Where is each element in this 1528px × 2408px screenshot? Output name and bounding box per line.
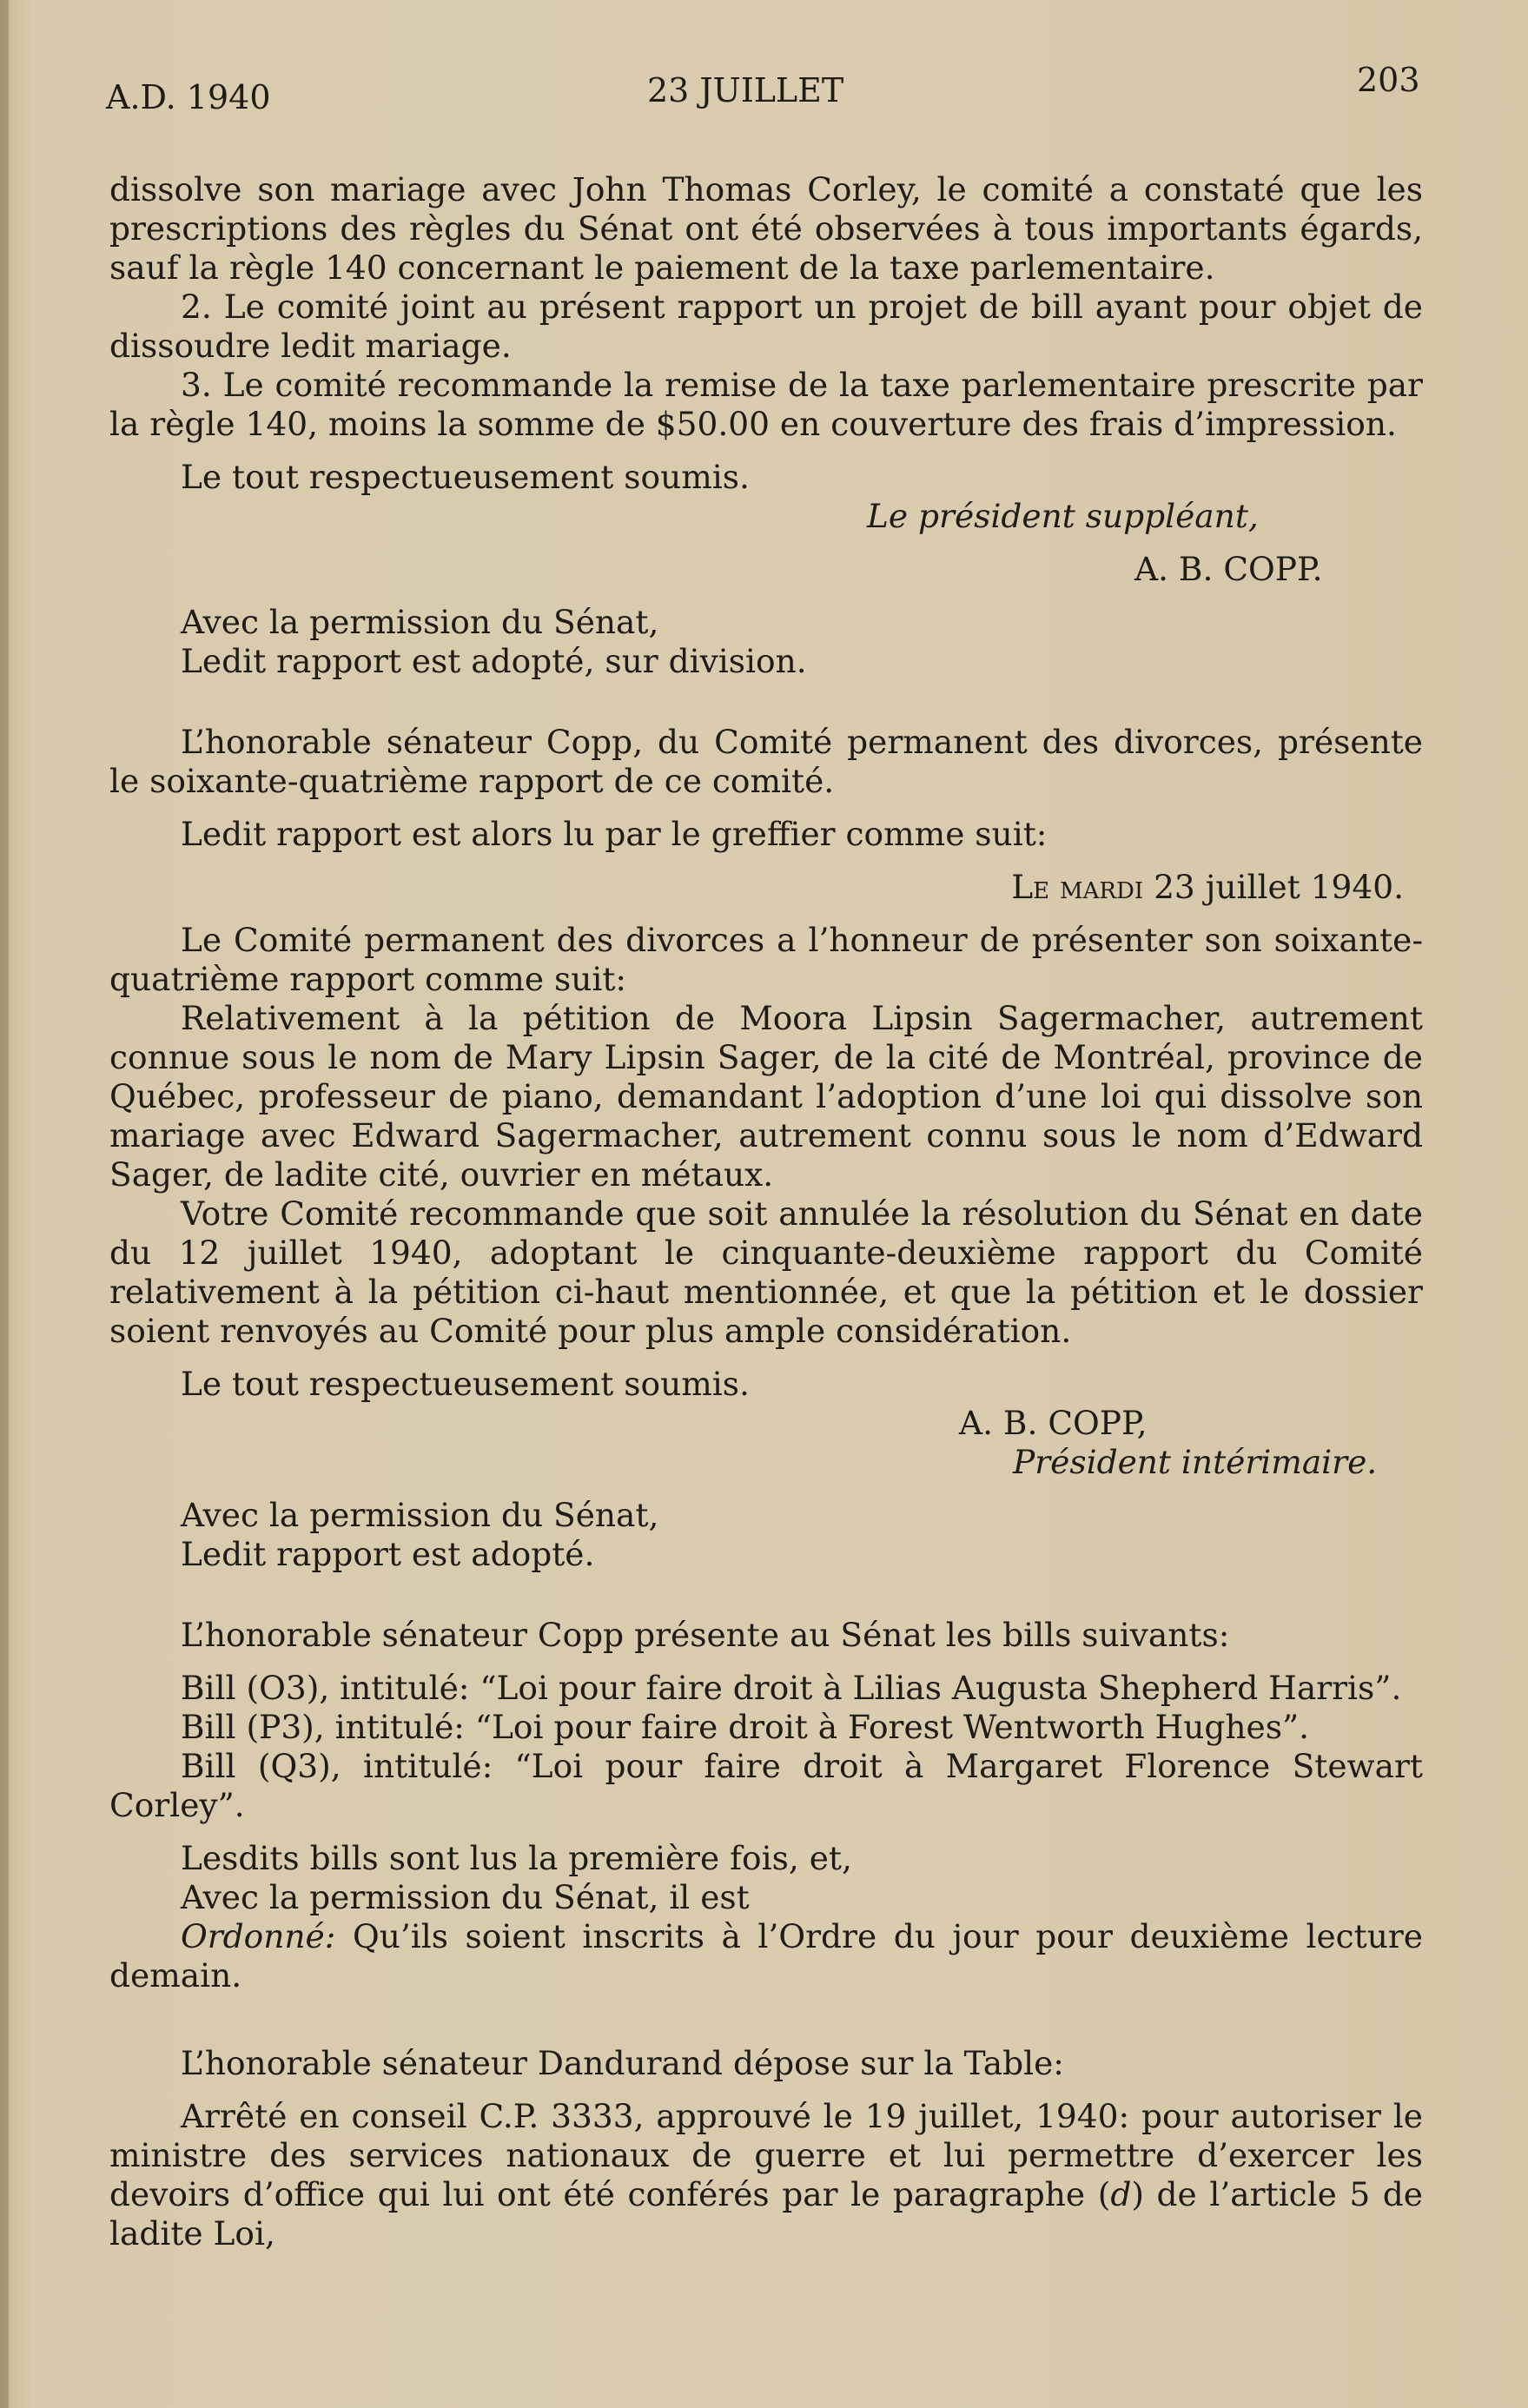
paragraph: L’honorable sénateur Dandurand dépose sur la Table: [181, 2044, 1064, 2082]
paragraph: Avec la permission du Sénat, [181, 1496, 659, 1534]
ordered-text: Qu’ils soient inscrits à l’Ordre du jour pour deuxième lecture demain. [109, 1917, 1423, 1995]
paragraph: Bill (Q3), intitulé: “Loi pour faire droit à Margaret Florence Stewart Corley”. [109, 1747, 1423, 1824]
paragraph: Ledit rapport est alors lu par le greffier comme suit: [181, 815, 1048, 853]
signature-title: Président intérimaire. [1013, 1443, 1378, 1481]
paragraph: Avec la permission du Sénat, il est [181, 1878, 750, 1916]
paragraph: L’honorable sénateur Copp, du Comité permanent des divorces, présente le soixante-quatrième rapport de ce comité. [109, 723, 1423, 800]
paragraph: L’honorable sénateur Copp présente au Sénat les bills suivants: [181, 1616, 1230, 1654]
signature-name: A. B. COPP, [959, 1404, 1148, 1442]
page-spine-shadow [0, 0, 9, 2408]
paragraph: dissolve son mariage avec John Thomas Corley, le comité a constaté que les prescriptions des règles du Sénat ont été observées à tous importants égards, sauf la règle 140 concernant le paiement de la taxe parlementaire. [109, 170, 1423, 287]
date-rest: 23 juillet 1940. [1154, 868, 1404, 906]
paragraph: Le tout respectueusement soumis. [181, 1365, 750, 1403]
paragraph: Ledit rapport est adopté. [181, 1535, 595, 1573]
paragraph: 3. Le comité recommande la remise de la taxe parlementaire prescrite par la règle 140, moins la somme de $50.00 en couverture des frais d’impression. [109, 366, 1423, 443]
paragraph [109, 2097, 1423, 2253]
paragraph: Votre Comité recommande que soit annulée la résolution du Sénat en date du 12 juillet 1940, adoptant le cinquante-deuxième rapport du Comité relativement à la pétition ci-haut mentionnée, et que la pétition et le dossier soient renvoyés au Comité pour plus ample considération. [109, 1194, 1423, 1350]
signature-title: Le président suppléant, [867, 497, 1259, 535]
report-date [109, 868, 1404, 907]
paragraph: Le Comité permanent des divorces a l’honneur de présenter son soixante-quatrième rapport comme suit: [109, 921, 1423, 998]
paragraph [109, 1917, 1423, 1995]
order-text: Arrêté en conseil C.P. 3333, approuvé le 19 juillet, 1940: pour autoriser le ministre des services nationaux de guerre et lui permettre d’exercer les devoirs d’office qui lui ont été conférés par le paragraphe ( [109, 2097, 1423, 2213]
paragraph: 2. Le comité joint au présent rapport un projet de bill ayant pour objet de dissoudre ledit mariage. [109, 288, 1423, 365]
paragraph: Bill (O3), intitulé: “Loi pour faire droit à Lilias Augusta Shepherd Harris”. [181, 1669, 1402, 1707]
order-text-end: ) de l’article 5 de ladite Loi, [109, 2175, 1423, 2253]
paragraph: Ledit rapport est adopté, sur division. [181, 642, 807, 680]
signature-name: A. B. COPP. [1134, 550, 1323, 588]
ordered-label: Ordonné: [181, 1917, 336, 1955]
paragraph: Bill (P3), intitulé: “Loi pour faire droit à Forest Wentworth Hughes”. [181, 1708, 1310, 1746]
page-body [109, 170, 1423, 2253]
running-header [0, 61, 1528, 123]
paragraph: Avec la permission du Sénat, [181, 603, 659, 641]
order-paragraph-letter: d [1110, 2175, 1132, 2213]
page-number: 203 [1357, 61, 1420, 99]
header-year: A.D. 1940 [106, 78, 271, 116]
paragraph: Relativement à la pétition de Moora Lipsin Sagermacher, autrement connue sous le nom de Mary Lipsin Sager, de la cité de Montréal, province de Québec, professeur de piano, demandant l’adoption d’une loi qui dissolve son mariage avec Edward Sagermacher, autrement connu sous le nom d’Edward Sager, de ladite cité, ouvrier en métaux. [109, 999, 1423, 1194]
header-date: 23 JUILLET [647, 71, 844, 109]
paragraph: Le tout respectueusement soumis. [181, 458, 750, 496]
date-prefix: Le mardi [1011, 868, 1144, 906]
paragraph: Lesdits bills sont lus la première fois, et, [181, 1839, 852, 1877]
